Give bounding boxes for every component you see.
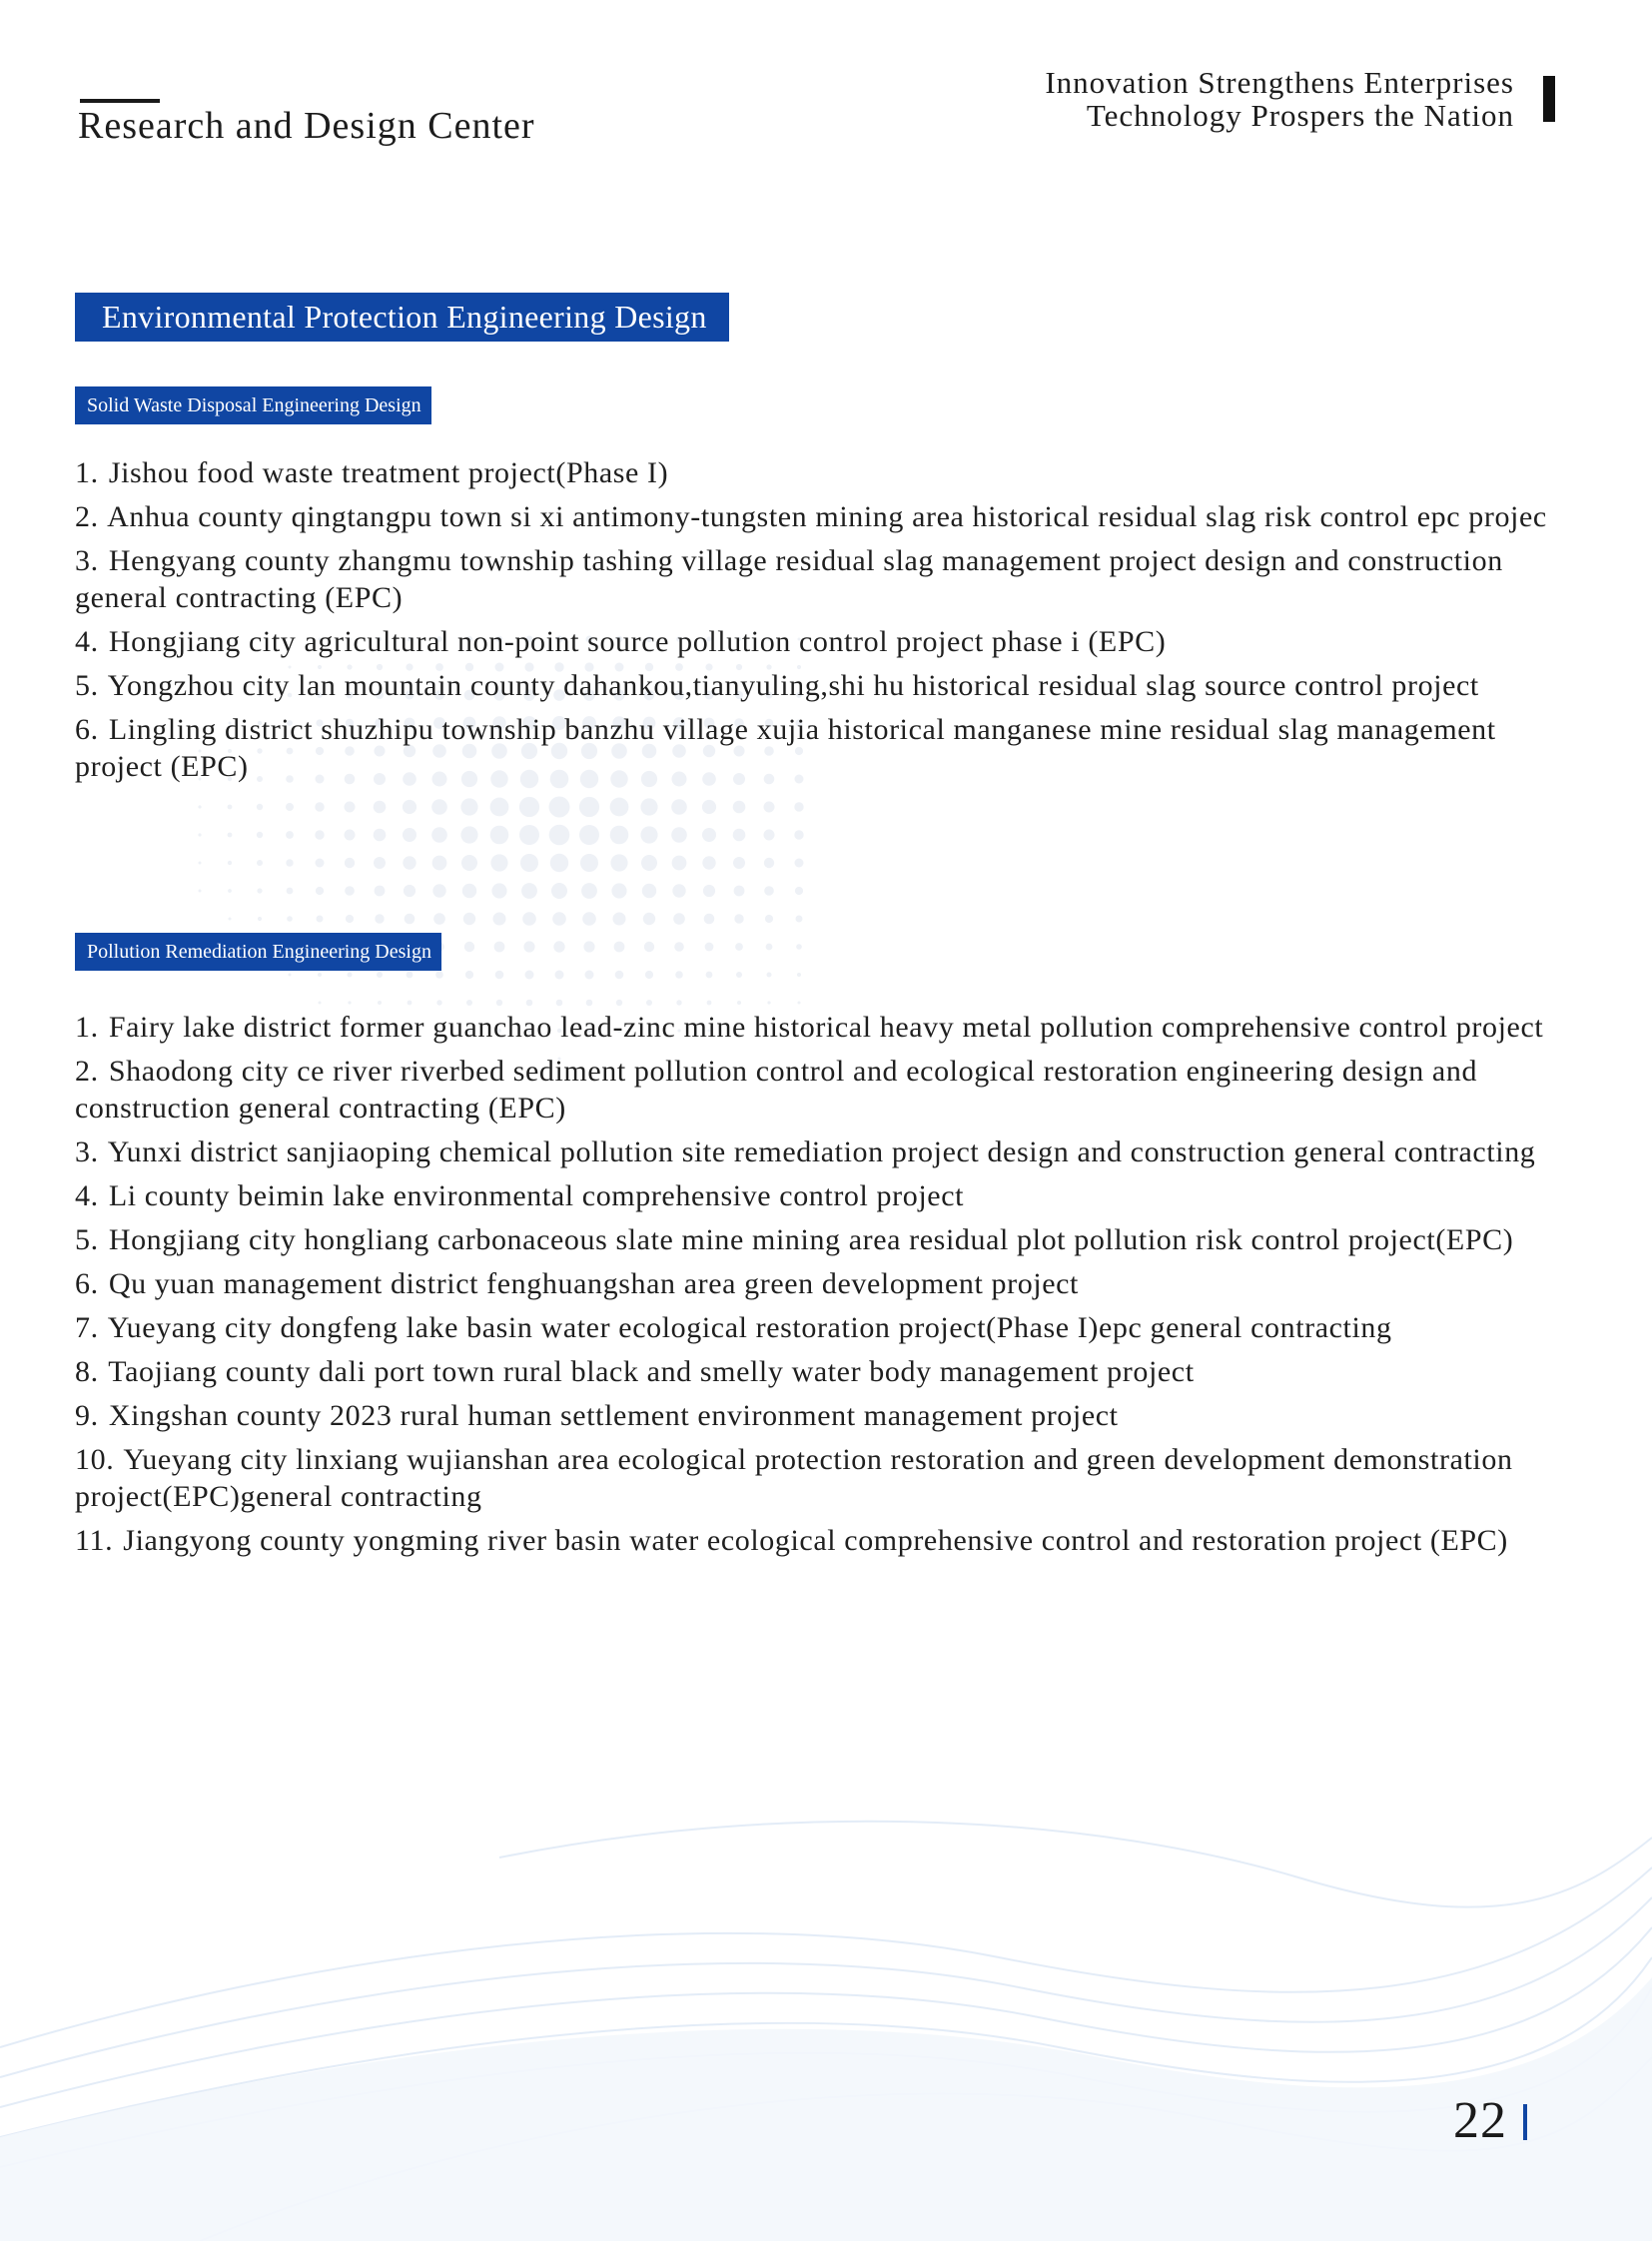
- list-item: [75, 623, 1573, 660]
- item-number: 5.: [75, 669, 99, 702]
- item-text: Xingshan county 2023 rural human settlement environment management project: [108, 1399, 1119, 1432]
- item-text: Hongjiang city agricultural non-point source pollution control project phase i (EPC): [108, 625, 1167, 658]
- list-item: [75, 1353, 1573, 1390]
- list-item: [75, 1441, 1573, 1515]
- item-number: 2.: [75, 500, 99, 533]
- list-item: [75, 711, 1573, 785]
- list-item: [75, 1397, 1573, 1434]
- item-text: Yongzhou city lan mountain county dahankou,tianyuling,shi hu historical residual slag source control project: [107, 669, 1479, 702]
- item-text: Yueyang city linxiang wujianshan area ecological protection restoration and green development demonstration project(EPC)general contracting: [75, 1443, 1513, 1513]
- list-item: [75, 498, 1573, 535]
- item-text: Li county beimin lake environmental comprehensive control project: [108, 1179, 965, 1212]
- item-text: Yunxi district sanjiaoping chemical pollution site remediation project design and construction general contracting: [107, 1135, 1536, 1168]
- list-item: [75, 1133, 1573, 1170]
- item-number: 4.: [75, 625, 99, 658]
- item-text: Shaodong city ce river riverbed sediment pollution control and ecological restoration engineering design and construction general contracting (EPC): [75, 1055, 1478, 1124]
- list-item: [75, 1053, 1573, 1126]
- list-item: [75, 1177, 1573, 1214]
- list-item: [75, 1009, 1573, 1046]
- list-item: [75, 667, 1573, 704]
- item-number: 3.: [75, 1135, 99, 1168]
- item-number: 8.: [75, 1355, 99, 1388]
- item-text: Fairy lake district former guanchao lead-zinc mine historical heavy metal pollution comprehensive control project: [108, 1011, 1544, 1044]
- item-text: Jishou food waste treatment project(Phase I): [108, 456, 669, 489]
- item-text: Hongjiang city hongliang carbonaceous slate mine mining area residual plot pollution risk control project(EPC): [108, 1223, 1514, 1256]
- item-number: 6.: [75, 1267, 99, 1300]
- list-item: [75, 1265, 1573, 1302]
- list-item: [75, 542, 1573, 616]
- item-number: 10.: [75, 1443, 115, 1476]
- item-number: 9.: [75, 1399, 99, 1432]
- header-vertical-bar: [1543, 76, 1555, 122]
- subsection-title-pollution: Pollution Remediation Engineering Design: [75, 933, 441, 971]
- item-number: 7.: [75, 1311, 99, 1344]
- header-slogan: [1045, 66, 1514, 132]
- item-text: Yueyang city dongfeng lake basin water ecological restoration project(Phase I)epc general contracting: [107, 1311, 1392, 1344]
- header-title: Research and Design Center: [78, 105, 535, 147]
- pollution-project-list: [75, 1009, 1573, 1566]
- item-number: 2.: [75, 1055, 99, 1088]
- item-text: Anhua county qingtangpu town si xi antimony-tungsten mining area historical residual slag risk control epc projec: [107, 500, 1547, 533]
- item-text: Lingling district shuzhipu township banzhu village xujia historical manganese mine residual slag management project (EPC): [75, 713, 1496, 783]
- item-number: 1.: [75, 456, 99, 489]
- slogan-line: Technology Prospers the Nation: [1086, 98, 1514, 133]
- page-number: 22: [1453, 2092, 1507, 2149]
- header-accent-line: [80, 99, 160, 103]
- item-text: Taojiang county dali port town rural black and smelly water body management project: [108, 1355, 1195, 1388]
- item-text: Jiangyong county yongming river basin water ecological comprehensive control and restoration project (EPC): [123, 1524, 1508, 1557]
- item-number: 11.: [75, 1524, 114, 1557]
- item-number: 5.: [75, 1223, 99, 1256]
- subsection-title-solid-waste: Solid Waste Disposal Engineering Design: [75, 386, 431, 424]
- page-number-bar: [1523, 2104, 1527, 2140]
- item-number: 3.: [75, 544, 99, 577]
- item-number: 1.: [75, 1011, 99, 1044]
- solid-waste-project-list: [75, 454, 1573, 792]
- item-number: 4.: [75, 1179, 99, 1212]
- list-item: [75, 454, 1573, 491]
- list-item: [75, 1522, 1573, 1559]
- item-number: 6.: [75, 713, 99, 746]
- list-item: [75, 1221, 1573, 1258]
- item-text: Qu yuan management district fenghuangshan area green development project: [108, 1267, 1079, 1300]
- item-text: Hengyang county zhangmu township tashing village residual slag management project design and construction general contracting (EPC): [75, 544, 1503, 614]
- slogan-line: Innovation Strengthens Enterprises: [1045, 65, 1514, 100]
- section-title: Environmental Protection Engineering Design: [75, 293, 729, 342]
- list-item: [75, 1309, 1573, 1346]
